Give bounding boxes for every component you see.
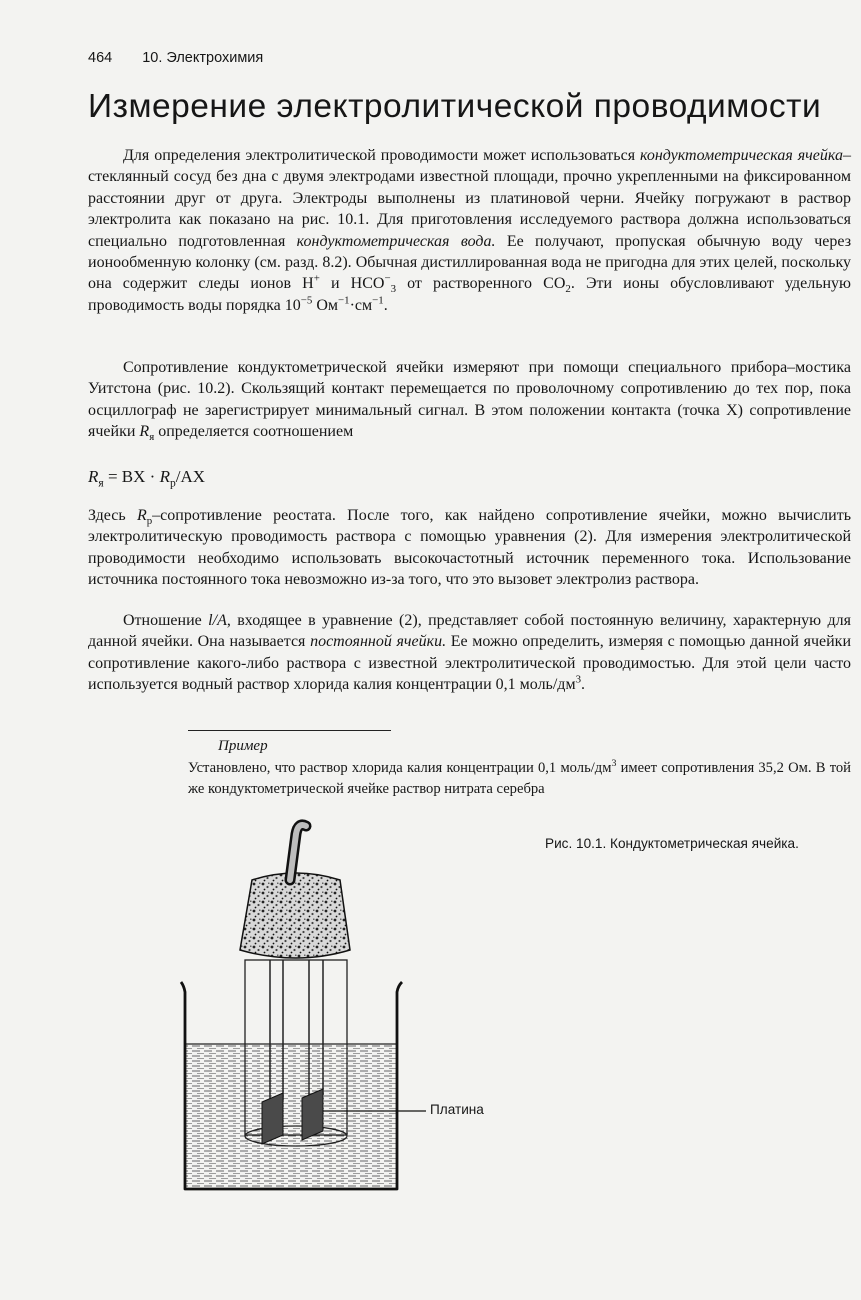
page-number: 464 [88, 50, 113, 66]
platinum-plate-right [302, 1089, 323, 1140]
resistance-formula: $R_я$ = BX · $R_р/AX$ [88, 467, 206, 490]
page-title: Измерение электролитической проводимости [88, 88, 822, 125]
figure-caption: Рис. 10.1. Кондуктометрическая ячейка. [545, 836, 799, 851]
platinum-plate-left [262, 1093, 283, 1144]
paragraph-3: Здесь $R_р$–сопротивление реостата. После того, как найдено сопротивление ячейки, можно вычислить электролитическую проводимость раствора с помощью уравнения (2). Для измерения электролитической проводимости необходимо использовать высокочастотный источник переменного тока. Использование источника постоянного тока невозможно из-за того, что это вызовет электролиз раствора. [88, 507, 852, 589]
paragraph-1: Для определения электролитической проводимости может использоваться кондуктометрическая ячейка–стеклянный сосуд без дна с двумя электродами известной площади, прочно укрепленными на фиксированном расстоянии друг от друга. Электроды выполнены из платиновой черни. Ячейку погружают в раствор электролита как показано на рис. 10.1. Для приготовления исследуемого раствора должна использоваться специально подготовленная кондуктометрическая вода. Ее получают, пропуская обычную воду через ионообменную колонку (см. разд. 8.2). Обычная дистиллированная вода не пригодна для этих целей, поскольку она содержит следы ионов H+ и $HCO^-_3$ от растворенного $CO_2$. Эти ионы обусловливают удельную проводимость воды порядка $10^{-5}$ $Ом^{-1}\cdot см^{-1}$. [88, 147, 852, 314]
chapter-title: 10. Электрохимия [142, 50, 264, 66]
stopper [240, 873, 350, 958]
paragraph-4: Отношение l/A, входящее в уравнение (2), представляет собой постоянную величину, характерную для данной ячейки. Она называется постоянной ячейки. Ее можно определить, измеряя с помощью данной ячейки сопротивление какого-либо раствора с известной электролитической проводимостью. Для этой цели часто используется водный раствор хлорида калия концентрации 0,1 моль/$дм^3$. [88, 612, 852, 694]
example-heading: Пример [218, 738, 268, 754]
solution-liquid [186, 1044, 396, 1187]
paragraph-2: Сопротивление кондуктометрической ячейки измеряют при помощи специального прибора–мостика Уитстона (рис. 10.2). Скользящий контакт перемещается по проволочному сопротивлению до тех пор, пока осциллограф не зарегистрирует минимальный сигнал. В этом положении контакта (точка X) сопротивление ячейки $R_я$ определяется соотношением [88, 359, 851, 444]
example-text: Установлено, что раствор хлорида калия концентрации 0,1 моль/$дм^3$ имеет сопротивления 35,2 Ом. В той же кондуктометрической ячейке раствор нитрата серебра [188, 758, 851, 797]
platinum-label: Платина [430, 1102, 484, 1117]
